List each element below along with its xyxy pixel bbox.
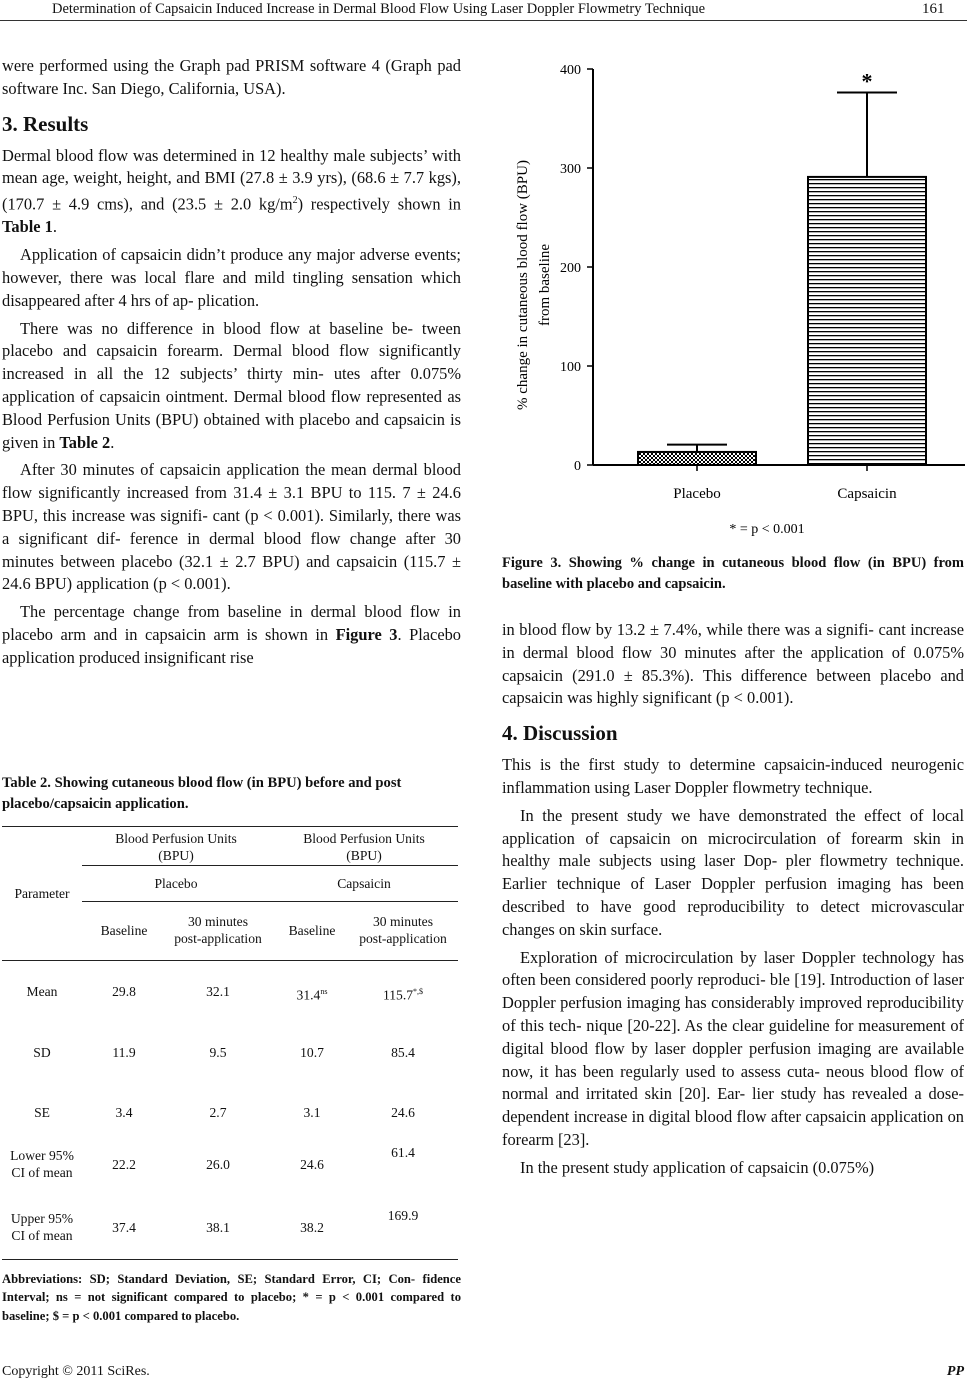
cell: 29.8 bbox=[112, 984, 136, 999]
header-parameter: Parameter bbox=[14, 886, 70, 901]
page-number: 161 bbox=[922, 1, 945, 17]
copyright: Copyright © 2011 SciRes. bbox=[2, 1364, 150, 1379]
page-header bbox=[0, 0, 967, 24]
cell: $31.4^{ns}$ bbox=[296, 987, 328, 1003]
results-paragraph-3: There was no difference in blood flow at baseline be- tween placebo and capsaicin forearm. Dermal blood flow significantly increased in all the 12 subjects’ thirty min- utes after 0.075% application of capsaicin ointment. Dermal blood flow represented as Blood Perfusion Units (BPU) obtained with placebo and capsaicin is given in Table 2. bbox=[2, 318, 461, 452]
header-capsaicin: Capsaicin bbox=[337, 876, 391, 891]
table-rule bbox=[2, 960, 458, 961]
table-caption: Table 2. Showing cutaneous blood flow (in BPU) before and post placebo/capsaicin application. bbox=[2, 775, 402, 812]
header-baseline-capsaicin: Baseline bbox=[288, 923, 336, 938]
y-tick-label: 400 bbox=[560, 63, 581, 78]
x-tick-label: Placebo bbox=[673, 486, 721, 502]
row-label: SD bbox=[33, 1045, 51, 1060]
cell: 37.4 bbox=[112, 1220, 136, 1235]
header-post-placebo: 30 minutes post-application bbox=[174, 914, 262, 946]
table-top-rule bbox=[2, 826, 458, 827]
svg-text:from baseline: from baseline bbox=[537, 243, 553, 327]
svg-text:% change in cutaneous blood fl: % change in cutaneous blood flow (BPU) bbox=[515, 160, 531, 410]
intro-paragraph: were performed using the Graph pad PRISM software 4 (Graph pad software Inc. San Diego, California, USA). bbox=[2, 56, 461, 98]
y-tick-label: 100 bbox=[560, 360, 581, 375]
bar-placebo bbox=[638, 452, 756, 465]
cell: 10.7 bbox=[300, 1045, 324, 1060]
bar-capsaicin bbox=[808, 177, 926, 465]
cell: 24.6 bbox=[391, 1105, 415, 1120]
figure-caption: Figure 3. Showing % change in cutaneous blood flow (in BPU) from baseline with placebo and capsaicin. bbox=[502, 555, 964, 592]
results-heading: 3. Results bbox=[2, 111, 89, 136]
right-column bbox=[502, 619, 964, 1185]
y-axis-label bbox=[515, 160, 553, 410]
cell: 24.6 bbox=[300, 1157, 324, 1172]
y-tick-label: 0 bbox=[574, 459, 581, 474]
cell: 115.7*,$ bbox=[382, 987, 424, 1003]
cell: 169.9 bbox=[387, 1208, 419, 1223]
discussion-paragraph-3: Exploration of microcirculation by laser Doppler technology has often been considered poorly reproduci- ble [19]. Introduction of laser Doppler perfusion imaging has considerably improved reproducibility of this tech- nique [20-22]. As the clear guideline for measurement of digital blood flow by laser doppler perfusion imaging are available now, it has been regularly used to assess cuta- neous blood flow of normal and irritated skin [20]. Ear- lier study has revealed a dose-dependent increase in digital blood flow after capsaicin application on forearm [23]. bbox=[502, 947, 964, 1149]
significance-star: * bbox=[861, 68, 873, 94]
header-rule bbox=[0, 20, 967, 21]
row-label: SE bbox=[34, 1105, 50, 1120]
left-column bbox=[2, 55, 461, 675]
x-tick-label: Capsaicin bbox=[837, 486, 897, 502]
journal-abbrev: PP bbox=[946, 1364, 964, 1379]
running-title: Determination of Capsaicin Induced Increase in Dermal Blood Flow Using Laser Doppler Flowmetry Technique bbox=[52, 1, 706, 17]
cell: 61.4 bbox=[391, 1145, 415, 1160]
cell: 22.2 bbox=[112, 1157, 136, 1172]
table1-ref[interactable]: Table 1 bbox=[2, 217, 53, 237]
cell: 32.1 bbox=[206, 984, 230, 999]
page-footer bbox=[2, 1364, 964, 1380]
row-label: Upper 95% CI of mean bbox=[10, 1211, 74, 1243]
table-rule bbox=[82, 865, 458, 866]
header-post-capsaicin: 30 minutes post-application bbox=[359, 914, 447, 946]
right-paragraph-1: in blood flow by 13.2 ± 7.4%, while there was a signifi- cant increase in dermal blood flow 30 minutes after the application of 0.075% capsaicin (291.0 ± 85.3%). This difference between placebo and capsaicin was highly significant (p < 0.001). bbox=[502, 620, 964, 708]
cell: 9.5 bbox=[209, 1045, 227, 1060]
cell: 85.4 bbox=[391, 1045, 415, 1060]
cell: 2.7 bbox=[209, 1105, 227, 1120]
header-placebo: Placebo bbox=[154, 876, 198, 891]
plot-area bbox=[560, 63, 965, 502]
row-label: Mean bbox=[26, 984, 58, 999]
cell: 3.4 bbox=[115, 1105, 133, 1120]
discussion-paragraph-2: In the present study we have demonstrated the effect of local application of capsaicin on microcirculation of forearm skin in healthy male subjects using laser Dop- pler flowmetry technique. Earlier technique of Laser Doppler perfusion imaging has been described to have good reproducibility to detect microvascular changes on skin surface. bbox=[502, 805, 964, 939]
y-tick-label: 200 bbox=[560, 261, 581, 276]
table-abbreviations: Abbreviations: SD; Standard Deviation, SE; Standard Error, CI; Con- fidence Interval; ns = not significant compared to placebo; * = p < 0.001 compared to baseline; $ = p < 0.001 compared to placebo. bbox=[2, 1272, 461, 1323]
table-rule bbox=[82, 901, 458, 902]
table-bottom-rule bbox=[2, 1259, 458, 1260]
row-label: Lower 95% CI of mean bbox=[10, 1148, 74, 1180]
results-paragraph-2: Application of capsaicin didn’t produce any major adverse events; however, there was local flare and mild tingling sensation which disappeared after 4 hrs of ap- plication. bbox=[2, 245, 461, 310]
cell: 3.1 bbox=[303, 1105, 321, 1120]
cell: 38.1 bbox=[206, 1220, 230, 1235]
discussion-heading: 4. Discussion bbox=[502, 721, 618, 746]
header-baseline-placebo: Baseline bbox=[100, 923, 148, 938]
significance-footnote: * = p < 0.001 bbox=[729, 522, 805, 537]
cell: 11.9 bbox=[112, 1045, 136, 1060]
data-table bbox=[2, 826, 458, 1260]
cell: 38.2 bbox=[300, 1220, 324, 1235]
header-bpu-placebo: Blood Perfusion Units (BPU) bbox=[115, 831, 237, 863]
table2-ref[interactable]: Table 2 bbox=[59, 432, 111, 452]
results-paragraph-1: Dermal blood flow was determined in 12 healthy male subjects’ with mean age, weight, height, and BMI (27.8 ± 3.9 yrs), (68.6 ± 7.7 kgs), (170.7 ± 4.9 cms), and (23.5 ± 2.0 $kg/m^2$) respectively shown in Table 1. bbox=[2, 145, 461, 237]
results-paragraph-5: The percentage change from baseline in dermal blood flow in placebo arm and in capsaicin arm is shown in Figure 3. Placebo application produced insignificant rise bbox=[2, 602, 461, 667]
cell: 26.0 bbox=[206, 1157, 230, 1172]
discussion-paragraph-4: In the present study application of capsaicin (0.075%) bbox=[520, 1157, 875, 1177]
figure3-ref[interactable]: Figure 3 bbox=[335, 625, 398, 644]
figure-3-chart bbox=[505, 55, 967, 540]
results-paragraph-4: After 30 minutes of capsaicin application the mean dermal blood flow significantly increased from 31.4 ± 3.1 BPU to 115. 7 ± 24.6 BPU, this increase was signifi- cant (p < 0.001). Similarly, there was a significant dif- ference in dermal blood flow change after 30 minutes between placebo (32.1 ± 2.7 BPU) and capsaicin (115.7 ± 24.6 BPU) application (p < 0.001). bbox=[2, 460, 461, 594]
bar-chart bbox=[505, 55, 967, 540]
y-tick-label: 300 bbox=[560, 162, 581, 177]
discussion-paragraph-1: This is the first study to determine capsaicin-induced neurogenic inflammation using Laser Doppler flowmetry technique. bbox=[502, 755, 964, 797]
header-bpu-capsaicin: Blood Perfusion Units (BPU) bbox=[303, 831, 425, 863]
